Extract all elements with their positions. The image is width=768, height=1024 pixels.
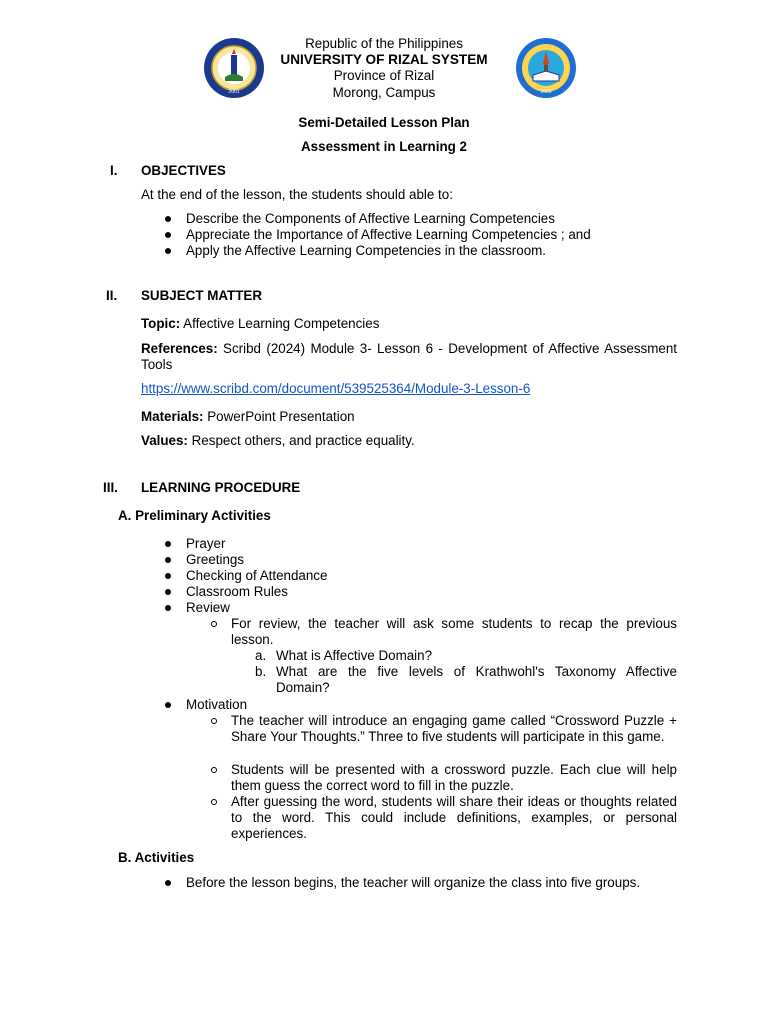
values-label: Values: (141, 433, 188, 448)
section-3-heading: LEARNING PROCEDURE (141, 480, 301, 495)
header-province: Province of Rizal (333, 68, 435, 84)
bullet-icon (165, 216, 171, 222)
reference-link[interactable]: https://www.scribd.com/document/539525364/Module-3-Lesson-6 (141, 381, 531, 396)
header-block (234, 36, 534, 101)
bullet-icon (165, 589, 171, 595)
references-line (141, 341, 677, 373)
activities-heading: B. Activities (118, 850, 195, 865)
bullet-icon (165, 605, 171, 611)
bullet-icon (165, 557, 171, 563)
bullet-icon (165, 880, 171, 886)
preliminary-item: Classroom Rules (186, 584, 288, 599)
document-subtitle: Assessment in Learning 2 (301, 139, 467, 154)
section-1-heading: OBJECTIVES (141, 163, 226, 178)
header-university: UNIVERSITY OF RIZAL SYSTEM (280, 52, 488, 68)
circle-bullet-icon (211, 718, 217, 724)
values-line (141, 433, 415, 448)
motivation-sub: The teacher will introduce an engaging game called “Crossword Puzzle + Share Your Thoughts.” Three to five students will participate in this game. (231, 713, 677, 745)
header-republic: Republic of the Philippines (305, 36, 463, 51)
svg-text:2001: 2001 (228, 89, 240, 95)
circle-bullet-icon (211, 799, 217, 805)
motivation-sub: Students will be presented with a crossword puzzle. Each clue will help them guess the correct word to fill in the puzzle. (231, 762, 677, 794)
preliminary-item: Review (186, 600, 230, 615)
preliminary-item: Greetings (186, 552, 245, 567)
preliminary-item: Prayer (186, 536, 226, 551)
objective-item: Describe the Components of Affective Learning Competencies (186, 211, 555, 226)
topic-label: Topic: (141, 316, 181, 331)
topic-line (141, 316, 379, 331)
references-label: References: (141, 341, 218, 356)
bullet-icon (165, 573, 171, 579)
materials-value: PowerPoint Presentation (203, 409, 355, 424)
review-question-b: What are the five levels of Krathwohl's Taxonomy Affective Domain? (276, 664, 677, 696)
section-2-number: II. (106, 288, 118, 303)
document-title: Semi-Detailed Lesson Plan (298, 115, 470, 130)
bullet-icon (165, 248, 171, 254)
section-3-number: III. (103, 480, 118, 495)
bullet-icon (165, 232, 171, 238)
header-campus: Morong, Campus (332, 84, 436, 100)
bullet-icon (165, 541, 171, 547)
circle-bullet-icon (211, 621, 217, 627)
review-question-a-label: a. (255, 648, 267, 663)
motivation-sub: After guessing the word, students will share their ideas or thoughts related to the word. This could include definitions, examples, or personal experiences. (231, 794, 677, 842)
review-description: For review, the teacher will ask some students to recap the previous lesson. (231, 616, 677, 648)
svg-text:2003: 2003 (540, 89, 552, 95)
review-question-a: What is Affective Domain? (276, 648, 433, 663)
bullet-icon (165, 702, 171, 708)
objective-item: Apply the Affective Learning Competencies in the classroom. (186, 243, 547, 258)
preliminary-heading: A. Preliminary Activities (118, 508, 271, 523)
materials-line (141, 409, 355, 424)
activities-item: Before the lesson begins, the teacher will organize the class into five groups. (186, 875, 641, 890)
objective-item: Appreciate the Importance of Affective Learning Competencies ; and (186, 227, 591, 242)
values-value: Respect others, and practice equality. (187, 433, 415, 448)
review-question-b-label: b. (255, 664, 267, 679)
materials-label: Materials: (141, 409, 204, 424)
preliminary-item: Checking of Attendance (186, 568, 328, 583)
motivation-item: Motivation (186, 697, 248, 712)
section-1-number: I. (110, 163, 118, 178)
section-2-heading: SUBJECT MATTER (141, 288, 263, 303)
references-value: Scribd (2024) Module 3- Lesson 6 - Development of Affective Assessment Tools (141, 341, 677, 373)
objectives-intro: At the end of the lesson, the students should able to: (141, 187, 453, 202)
circle-bullet-icon (211, 767, 217, 773)
topic-value: Affective Learning Competencies (180, 316, 380, 331)
